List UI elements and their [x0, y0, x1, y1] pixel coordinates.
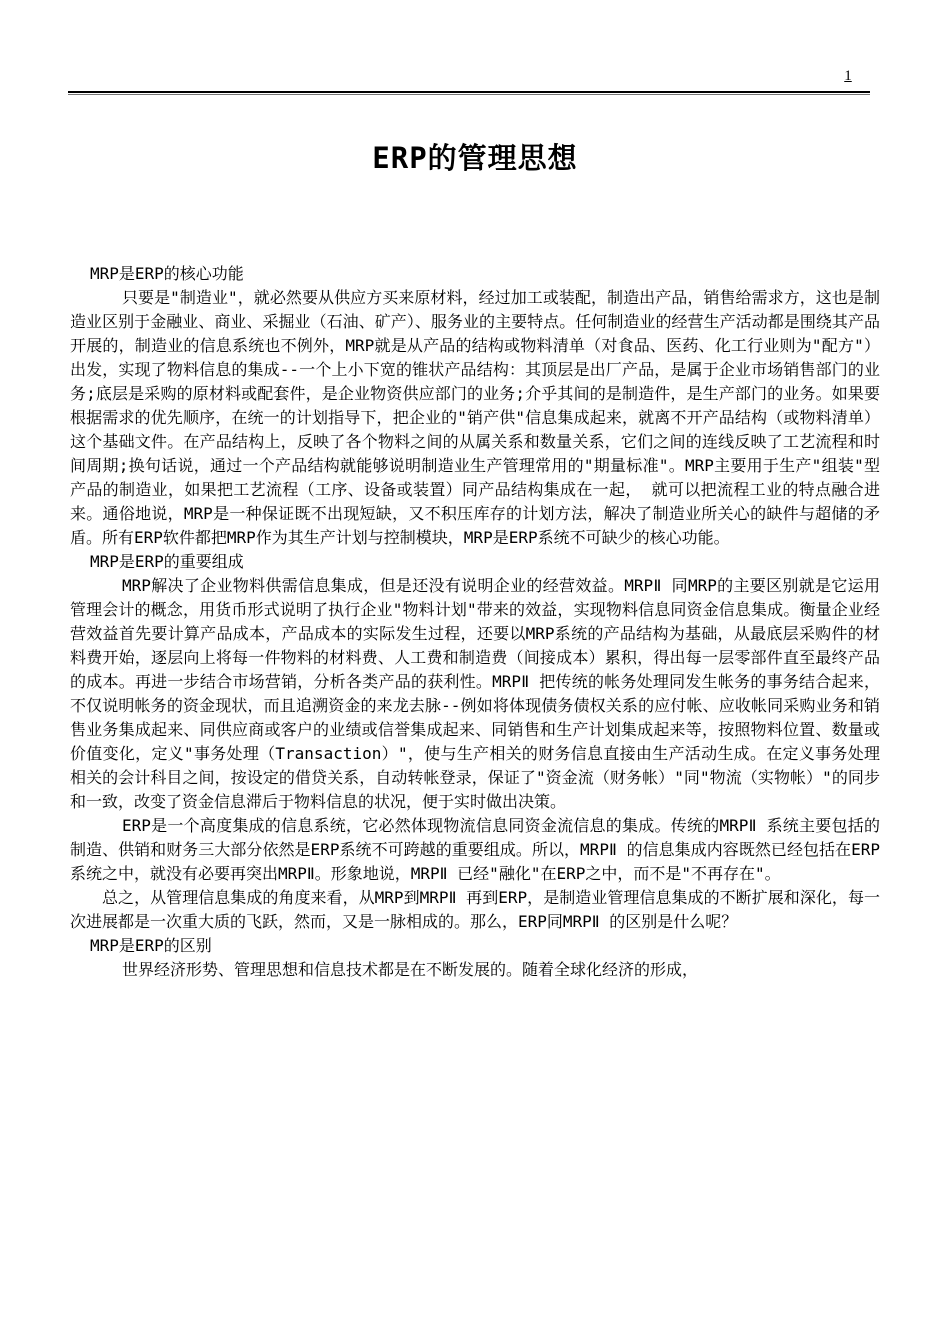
section-heading: MRP是ERP的重要组成	[90, 552, 244, 571]
section-heading: MRP是ERP的区别	[90, 936, 212, 955]
body-paragraph: ERP是一个高度集成的信息系统，它必然体现物流信息同资金流信息的集成。传统的MRPⅡ 系统主要包括的制造、供销和财务三大部分依然是ERP系统不可跨越的重要组成。所以，MRPⅡ 的信息集成内容既然已经包括在ERP系统之中，就没有必要再突出MRPⅡ。形象地说，MRPⅡ 已经"融化"在ERP之中，而不是"不再存在"。	[70, 816, 880, 883]
document-title: ERP的管理思想	[372, 141, 578, 175]
body-paragraph: 只要是"制造业"，就必然要从供应方买来原材料，经过加工或装配，制造出产品，销售给需求方，这也是制造业区别于金融业、商业、采掘业（石油、矿产）、服务业的主要特点。任何制造业的经营生产活动都是围绕其产品开展的，制造业的信息系统也不例外，MRP就是从产品的结构或物料清单（对食品、医药、化工行业则为"配方"）出发，实现了物料信息的集成--一个上小下宽的锥状产品结构：其顶层是出厂产品，是属于企业市场销售部门的业务;底层是采购的原材料或配套件，是企业物资供应部门的业务;介乎其间的是制造件，是生产部门的业务。如果要根据需求的优先顺序，在统一的计划指导下，把企业的"销产供"信息集成起来，就离不开产品结构（或物料清单）这个基础文件。在产品结构上，反映了各个物料之间的从属关系和数量关系，它们之间的连线反映了工艺流程和时间周期;换句话说，通过一个产品结构就能够说明制造业生产管理常用的"期量标准"。MRP主要用于生产"组装"型产品的制造业，如果把工艺流程（工序、设备或装置）同产品结构集成在一起， 就可以把流程工业的特点融合进来。通俗地说，MRP是一种保证既不出现短缺，又不积压库存的计划方法，解决了制造业所关心的缺件与超储的矛盾。所有ERP软件都把MRP作为其生产计划与控制模块，MRP是ERP系统不可缺少的核心功能。	[70, 288, 880, 547]
body-paragraph: MRP解决了企业物料供需信息集成，但是还没有说明企业的经营效益。MRPⅡ 同MRP的主要区别就是它运用管理会计的概念，用货币形式说明了执行企业"物料计划"带来的效益，实现物料信息同资金信息集成。衡量企业经营效益首先要计算产品成本，产品成本的实际发生过程，还要以MRP系统的产品结构为基础，从最底层采购件的材料费开始，逐层向上将每一件物料的材料费、人工费和制造费（间接成本）累积，得出每一层零部件直至最终产品的成本。再进一步结合市场营销，分析各类产品的获利性。MRPⅡ 把传统的帐务处理同发生帐务的事务结合起来，不仅说明帐务的资金现状，而且追溯资金的来龙去脉--例如将体现债务债权关系的应付帐、应收帐同采购业务和销售业务集成起来、同供应商或客户的业绩或信誉集成起来、同销售和生产计划集成起来等，按照物料位置、数量或价值变化，定义"事务处理（Transaction）"，使与生产相关的财务信息直接由生产活动生成。在定义事务处理相关的会计科目之间，按设定的借贷关系，自动转帐登录，保证了"资金流（财务帐）"同"物流（实物帐）"的同步和一致，改变了资金信息滞后于物料信息的状况，便于实时做出决策。	[70, 576, 880, 811]
page-number: 1	[844, 68, 852, 84]
header-rule	[68, 91, 870, 95]
body-paragraph: 总之，从管理信息集成的角度来看，从MRP到MRPⅡ 再到ERP，是制造业管理信息集成的不断扩展和深化，每一次进展都是一次重大质的飞跃，然而，又是一脉相成的。那么，ERP同MRPⅡ 的区别是什么呢？	[70, 888, 880, 931]
body-paragraph: 世界经济形势、管理思想和信息技术都是在不断发展的。随着全球化经济的形成，	[122, 960, 699, 979]
document-body	[70, 262, 880, 982]
section-heading: MRP是ERP的核心功能	[90, 264, 244, 283]
